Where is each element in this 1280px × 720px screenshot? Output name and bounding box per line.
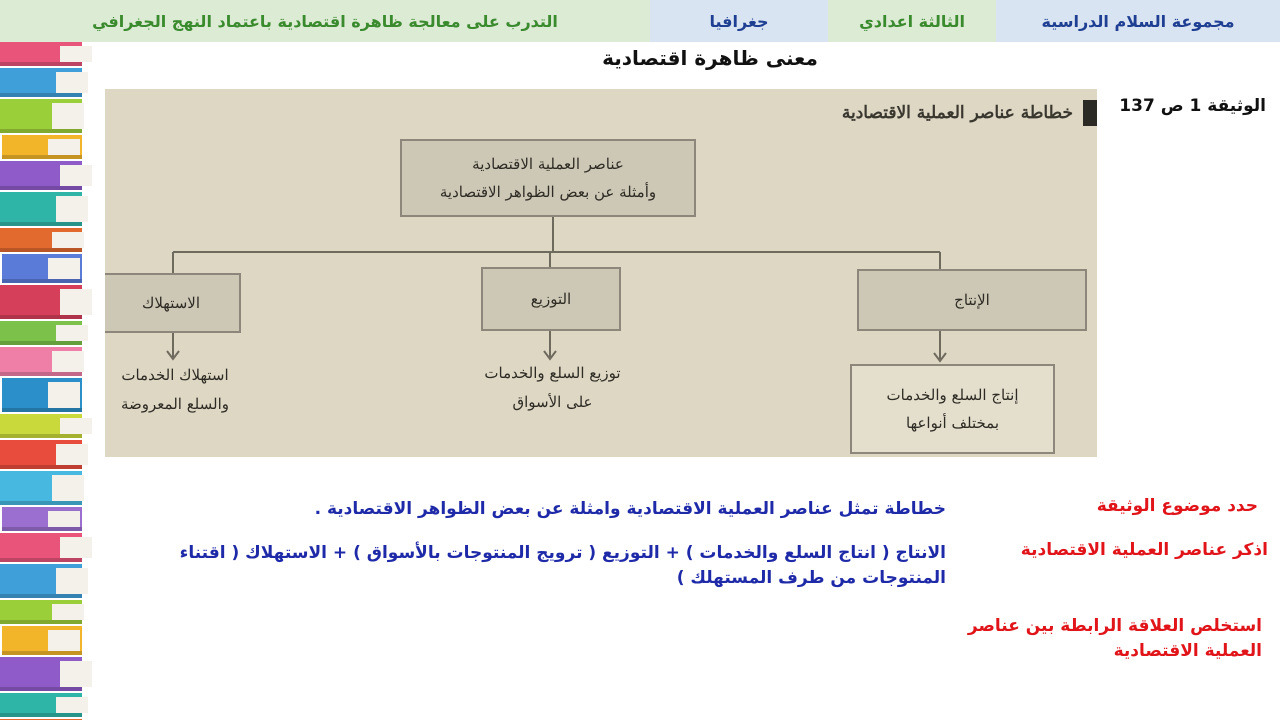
header-subject: جغرافيا [650, 0, 828, 42]
page-title: معنى ظاهرة اقتصادية [602, 46, 818, 70]
header-group: مجموعة السلام الدراسية [996, 0, 1280, 42]
header-bar [0, 0, 1280, 42]
answer-1: خطاطة تمثل عناصر العملية الاقتصادية وامثلة عن بعض الظواهر الاقتصادية . [314, 499, 946, 519]
question-3: استخلص العلاقة الرابطة بين عناصر العملية الاقتصادية [967, 616, 1262, 661]
diagram-detail-production: إنتاج السلع والخدمات بمختلف أنواعها [850, 364, 1055, 454]
answer-2: الانتاج ( انتاج السلع والخدمات ) + التوزيع ( ترويج المنتوجات بالأسواق ) + الاستهلاك ( اقتناء المنتوجات من طرف المستهلك ) [179, 543, 946, 588]
diagram-box-consumption: الاستهلاك [105, 273, 241, 333]
document-reference: الوثيقة 1 ص 137 [1119, 96, 1266, 116]
question-2: اذكر عناصر العملية الاقتصادية [1020, 540, 1268, 560]
document-heading: خطاطة عناصر العملية الاقتصادية [842, 97, 1097, 129]
header-level: الثالثة اعدادي [828, 0, 996, 42]
book-stack-icon [0, 42, 100, 720]
question-1: حدد موضوع الوثيقة [1096, 496, 1258, 516]
diagram-root-box: عناصر العملية الاقتصادية وأمثلة عن بعض الظواهر الاقتصادية [400, 139, 696, 217]
document-image [105, 89, 1097, 457]
document-number-marker [1083, 100, 1097, 126]
diagram-box-distribution: التوزيع [481, 267, 621, 331]
diagram-box-production: الإنتاج [857, 269, 1087, 331]
diagram-detail-consumption: استهلاك الخدمات والسلع المعروضة [120, 366, 230, 413]
header-topic: التدرب على معالجة ظاهرة اقتصادية باعتماد النهج الجغرافي [0, 0, 650, 42]
diagram-detail-distribution: توزيع السلع والخدمات على الأسواق [484, 364, 621, 411]
